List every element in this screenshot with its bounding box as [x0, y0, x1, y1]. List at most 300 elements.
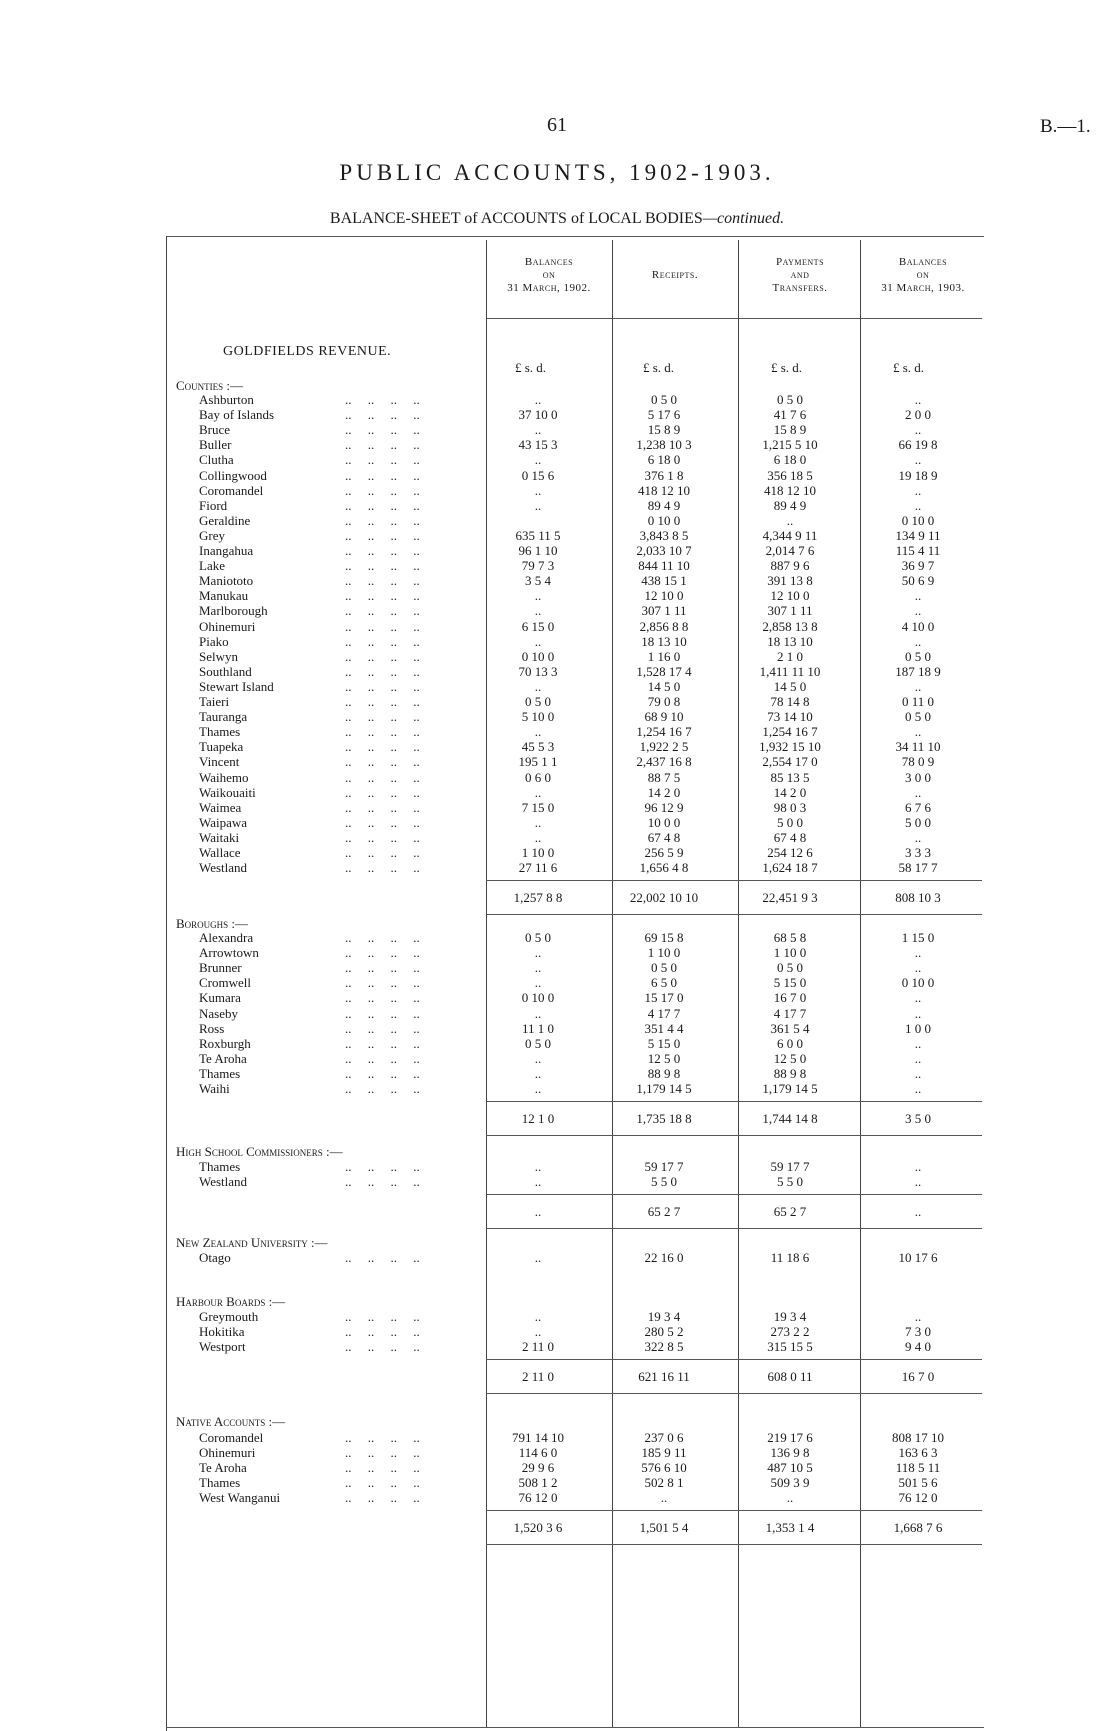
- cell-value: 1 0 0: [905, 1020, 931, 1036]
- table-row: [0, 1036, 1114, 1051]
- leader-dots: .. .. .. ..: [345, 543, 420, 558]
- row-name: Waimea: [199, 799, 242, 815]
- table-row: [0, 724, 1114, 739]
- leader-dots: .. .. .. ..: [345, 814, 420, 830]
- cell-value: 351 4 4: [644, 1020, 684, 1036]
- cell-value: 2 11 0: [521, 1339, 555, 1355]
- total-value: 808 10 3: [895, 890, 941, 906]
- group-title: Counties :—: [176, 378, 244, 393]
- cell-value: 96 1 10: [518, 543, 558, 558]
- cell-value: 0 10 0: [521, 648, 555, 664]
- cell-value: ..: [914, 422, 922, 438]
- total-value: 608 0 11: [767, 1369, 813, 1385]
- group-header-row: [0, 378, 1114, 393]
- total-value: 2 11 0: [521, 1369, 555, 1385]
- cell-value: 118 5 11: [895, 1460, 941, 1476]
- cell-value: ..: [534, 814, 542, 830]
- table-row: [0, 930, 1114, 945]
- cell-value: 79 0 8: [647, 694, 681, 709]
- table-row: [0, 830, 1114, 845]
- row-name: Inangahua: [199, 543, 254, 558]
- table-row: [0, 437, 1114, 452]
- row-name: Selwyn: [199, 648, 238, 664]
- cell-value: 635 11 5: [515, 527, 561, 543]
- leader-dots: .. .. .. ..: [345, 975, 420, 991]
- cell-value: 7 3 0: [905, 1324, 931, 1340]
- cell-value: 3 0 0: [905, 769, 931, 785]
- cell-value: 59 17 7: [770, 1159, 810, 1174]
- row-name: Greymouth: [199, 1309, 259, 1324]
- cell-value: 0 6 0: [525, 769, 551, 785]
- cell-value: 14 5 0: [773, 678, 807, 694]
- cell-value: 418 12 10: [638, 482, 690, 498]
- cell-value: 4,344 9 11: [762, 527, 818, 543]
- cell-value: ..: [914, 497, 922, 513]
- cell-value: 67 4 8: [647, 829, 681, 845]
- cell-value: ..: [534, 829, 542, 845]
- leader-dots: .. .. .. ..: [345, 1081, 420, 1096]
- cell-value: 1,179 14 5: [762, 1081, 818, 1096]
- cell-value: ..: [534, 1050, 542, 1066]
- cell-value: ..: [914, 678, 922, 694]
- cell-value: ..: [534, 975, 542, 991]
- cell-value: 6 15 0: [521, 618, 555, 634]
- table-row: [0, 860, 1114, 875]
- cell-value: 89 4 9: [773, 497, 807, 513]
- cell-value: 58 17 7: [898, 860, 938, 876]
- total-value: 1,501 5 4: [639, 1520, 689, 1536]
- cell-value: 0 5 0: [777, 960, 803, 976]
- cell-value: 5 15 0: [773, 975, 807, 991]
- cell-value: ..: [534, 1005, 542, 1021]
- row-name: Westland: [199, 860, 248, 876]
- leader-dots: .. .. .. ..: [345, 739, 420, 755]
- row-name: Te Aroha: [199, 1460, 247, 1476]
- total-value: 1,668 7 6: [893, 1520, 943, 1536]
- subtotal-rule-bottom: [486, 1544, 982, 1545]
- row-name: Te Aroha: [199, 1050, 247, 1066]
- total-row: [0, 1111, 1114, 1126]
- leader-dots: .. .. .. ..: [345, 930, 420, 945]
- col0-line1: Balances: [524, 256, 574, 268]
- total-value: 1,520 3 6: [513, 1520, 563, 1536]
- table-row: [0, 483, 1114, 498]
- subtotal-rule-bottom: [486, 1135, 982, 1136]
- row-name: Westland: [199, 1174, 248, 1190]
- col0-line2: on: [542, 269, 556, 281]
- cell-value: 115 4 11: [895, 543, 941, 558]
- row-name: Arrowtown: [199, 945, 259, 961]
- row-name: Hokitika: [199, 1324, 245, 1340]
- cell-value: 1 10 0: [773, 945, 807, 961]
- cell-value: ..: [914, 1159, 922, 1174]
- table-row: [0, 649, 1114, 664]
- cell-value: 22 16 0: [644, 1250, 684, 1265]
- group-header-row: [0, 1294, 1114, 1309]
- cell-value: 5 0 0: [905, 814, 931, 830]
- cell-value: 3,843 8 5: [639, 527, 689, 543]
- table-row: [0, 945, 1114, 960]
- cell-value: 10 17 6: [898, 1250, 938, 1265]
- row-name: Ohinemuri: [199, 1445, 256, 1461]
- total-row: [0, 890, 1114, 905]
- leader-dots: .. .. .. ..: [345, 1324, 420, 1340]
- total-value: 1,735 18 8: [636, 1111, 692, 1126]
- col1-line1: Receipts.: [651, 269, 699, 281]
- leader-dots: .. .. .. ..: [345, 678, 420, 694]
- row-name: Maniototo: [199, 573, 254, 589]
- leader-dots: .. .. .. ..: [345, 754, 420, 770]
- cell-value: 34 11 10: [895, 739, 941, 755]
- unit-header-col1: £ s. d.: [643, 360, 675, 375]
- row-name: Kumara: [199, 990, 241, 1006]
- row-name: Otago: [199, 1250, 231, 1265]
- cell-value: 808 17 10: [892, 1430, 944, 1445]
- table-row: [0, 1490, 1114, 1505]
- cell-value: 418 12 10: [764, 482, 816, 498]
- cell-value: 16 7 0: [773, 990, 807, 1006]
- cell-value: ..: [914, 603, 922, 619]
- cell-value: 1,215 5 10: [762, 437, 818, 453]
- cell-value: 12 10 0: [644, 588, 684, 604]
- table-row: [0, 1309, 1114, 1324]
- leader-dots: .. .. .. ..: [345, 724, 420, 740]
- cell-value: 15 17 0: [644, 990, 684, 1006]
- cell-value: 487 10 5: [767, 1460, 813, 1476]
- row-name: Collingwood: [199, 467, 267, 483]
- cell-value: 29 9 6: [521, 1460, 555, 1476]
- leader-dots: .. .. .. ..: [345, 845, 420, 860]
- cell-value: 0 5 0: [525, 930, 551, 945]
- table-row: [0, 815, 1114, 830]
- total-value: 621 16 11: [638, 1369, 690, 1385]
- page-number: 61: [547, 114, 567, 136]
- table-row: [0, 785, 1114, 800]
- total-row: [0, 1369, 1114, 1384]
- row-name: Vincent: [199, 754, 240, 770]
- cell-value: 2 1 0: [777, 648, 803, 664]
- group-title: Native Accounts :—: [176, 1414, 286, 1429]
- cell-value: 15 8 9: [773, 422, 807, 438]
- cell-value: 14 2 0: [647, 784, 681, 800]
- table-row: [0, 1066, 1114, 1081]
- cell-value: 0 15 6: [521, 467, 555, 483]
- row-name: Waikouaiti: [199, 784, 256, 800]
- col0-line3: 31 March, 1902.: [507, 282, 591, 294]
- cell-value: 11 1 0: [521, 1020, 555, 1036]
- col3-line2: on: [916, 269, 930, 281]
- col3-line3: 31 March, 1903.: [881, 282, 965, 294]
- cell-value: 114 6 0: [518, 1445, 558, 1461]
- row-name: West Wanganui: [199, 1490, 281, 1506]
- total-value: 1,353 1 4: [765, 1520, 815, 1536]
- cell-value: ..: [534, 960, 542, 976]
- row-name: Waihi: [199, 1081, 230, 1096]
- cell-value: 69 15 8: [644, 930, 684, 945]
- cell-value: 0 5 0: [651, 392, 677, 407]
- table-row: [0, 739, 1114, 754]
- cell-value: 15 8 9: [647, 422, 681, 438]
- cell-value: 6 18 0: [647, 452, 681, 468]
- cell-value: 7 15 0: [521, 799, 555, 815]
- cell-value: 185 9 11: [641, 1445, 687, 1461]
- table-row: [0, 634, 1114, 649]
- cell-value: 5 5 0: [777, 1174, 803, 1190]
- cell-value: 438 15 1: [641, 573, 687, 589]
- row-name: Ohinemuri: [199, 618, 256, 634]
- col2-line2: and: [790, 269, 810, 281]
- cell-value: 0 10 0: [521, 990, 555, 1006]
- leader-dots: .. .. .. ..: [345, 769, 420, 785]
- cell-value: 73 14 10: [767, 709, 813, 725]
- cell-value: 5 5 0: [651, 1174, 677, 1190]
- subtotal-rule-bottom: [486, 1393, 982, 1394]
- table-row: [0, 694, 1114, 709]
- table-row: [0, 1021, 1114, 1036]
- cell-value: 2,554 17 0: [762, 754, 818, 770]
- group-title: High School Commissioners :—: [176, 1144, 343, 1159]
- cell-value: 5 0 0: [777, 814, 803, 830]
- cell-value: 1,238 10 3: [636, 437, 692, 453]
- cell-value: 0 5 0: [905, 648, 931, 664]
- cell-value: 19 3 4: [647, 1309, 681, 1324]
- subtitle-continued: —continued.: [702, 210, 785, 227]
- leader-dots: .. .. .. ..: [345, 1460, 420, 1476]
- section-title: GOLDFIELDS REVENUE.: [223, 344, 392, 359]
- leader-dots: .. .. .. ..: [345, 1174, 420, 1190]
- leader-dots: .. .. .. ..: [345, 437, 420, 453]
- leader-dots: .. .. .. ..: [345, 497, 420, 513]
- cell-value: ..: [914, 1081, 922, 1096]
- cell-value: 1,411 11 10: [759, 663, 821, 679]
- total-row: [0, 1204, 1114, 1219]
- leader-dots: .. .. .. ..: [345, 1005, 420, 1021]
- cell-value: 19 3 4: [773, 1309, 807, 1324]
- cell-value: 12 5 0: [773, 1050, 807, 1066]
- table-row: [0, 845, 1114, 860]
- table-row: [0, 498, 1114, 513]
- cell-value: 6 18 0: [773, 452, 807, 468]
- row-name: Stewart Island: [199, 678, 274, 694]
- row-name: Wallace: [199, 845, 241, 860]
- leader-dots: .. .. .. ..: [345, 860, 420, 876]
- table-row: [0, 1430, 1114, 1445]
- cell-value: ..: [534, 497, 542, 513]
- cell-value: 59 17 7: [644, 1159, 684, 1174]
- table-row: [0, 679, 1114, 694]
- group-title: New Zealand University :—: [176, 1235, 328, 1250]
- table-row: [0, 1339, 1114, 1354]
- total-value: 65 2 7: [773, 1204, 807, 1220]
- row-name: Alexandra: [199, 930, 254, 945]
- table-row: [0, 1159, 1114, 1174]
- cell-value: 508 1 2: [518, 1475, 558, 1491]
- cell-value: 43 15 3: [518, 437, 558, 453]
- cell-value: ..: [914, 945, 922, 961]
- table-row: [0, 960, 1114, 975]
- page-code: B.—1.: [1040, 116, 1091, 137]
- cell-value: 791 14 10: [512, 1430, 564, 1445]
- leader-dots: .. .. .. ..: [345, 452, 420, 468]
- group-title: Harbour Boards :—: [176, 1294, 286, 1309]
- cell-value: 89 4 9: [647, 497, 681, 513]
- cell-value: ..: [914, 1035, 922, 1051]
- row-name: Roxburgh: [199, 1035, 251, 1051]
- cell-value: 219 17 6: [767, 1430, 813, 1445]
- cell-value: 576 6 10: [641, 1460, 687, 1476]
- total-value: 22,002 10 10: [629, 890, 699, 906]
- leader-dots: .. .. .. ..: [345, 618, 420, 634]
- leader-dots: .. .. .. ..: [345, 990, 420, 1006]
- subtitle-main: BALANCE-SHEET of ACCOUNTS of LOCAL BODIES: [329, 210, 703, 227]
- page-title: PUBLIC ACCOUNTS, 1902-1903.: [339, 160, 775, 185]
- cell-value: 41 7 6: [773, 407, 807, 423]
- leader-dots: .. .. .. ..: [345, 1430, 420, 1445]
- table-row: [0, 1460, 1114, 1475]
- subtotal-rule: [486, 1359, 982, 1360]
- cell-value: 14 5 0: [647, 678, 681, 694]
- row-name: Brunner: [199, 960, 242, 976]
- cell-value: 78 14 8: [770, 694, 810, 709]
- row-name: Westport: [199, 1339, 246, 1355]
- cell-value: 509 3 9: [770, 1475, 810, 1491]
- cell-value: 307 1 11: [767, 603, 813, 619]
- cell-value: ..: [534, 678, 542, 694]
- cell-value: 0 5 0: [777, 392, 803, 407]
- cell-value: 0 10 0: [647, 512, 681, 528]
- leader-dots: .. .. .. ..: [345, 467, 420, 483]
- total-value: 22,451 9 3: [762, 890, 818, 906]
- cell-value: 98 0 3: [773, 799, 807, 815]
- total-value: 1,257 8 8: [513, 890, 563, 906]
- cell-value: 844 11 10: [638, 558, 690, 574]
- table-row: [0, 1081, 1114, 1096]
- cell-value: 307 1 11: [641, 603, 687, 619]
- table-row: [0, 1051, 1114, 1066]
- cell-value: ..: [534, 784, 542, 800]
- leader-dots: .. .. .. ..: [345, 784, 420, 800]
- cell-value: 70 13 3: [518, 663, 558, 679]
- col2-line3: Transfers.: [772, 282, 828, 294]
- leader-dots: .. .. .. ..: [345, 603, 420, 619]
- cell-value: 1,932 15 10: [759, 739, 821, 755]
- cell-value: 76 12 0: [518, 1490, 558, 1506]
- row-name: Buller: [199, 437, 232, 453]
- cell-value: ..: [914, 960, 922, 976]
- leader-dots: .. .. .. ..: [345, 392, 420, 407]
- cell-value: 67 4 8: [773, 829, 807, 845]
- table-row: [0, 990, 1114, 1005]
- cell-value: 1,528 17 4: [636, 663, 692, 679]
- cell-value: 502 8 1: [644, 1475, 684, 1491]
- table-row: [0, 513, 1114, 528]
- total-value: 3 5 0: [905, 1111, 931, 1126]
- cell-value: 12 10 0: [770, 588, 810, 604]
- cell-value: 1 15 0: [901, 930, 935, 945]
- row-name: Coromandel: [199, 482, 264, 498]
- cell-value: ..: [914, 1174, 922, 1190]
- row-name: Thames: [199, 1475, 241, 1491]
- cell-value: 66 19 8: [898, 437, 938, 453]
- cell-value: 1,624 18 7: [762, 860, 818, 876]
- row-name: Bruce: [199, 422, 231, 438]
- group-header-row: [0, 1144, 1114, 1159]
- cell-value: ..: [534, 482, 542, 498]
- cell-value: ..: [534, 422, 542, 438]
- total-value: 16 7 0: [901, 1369, 935, 1385]
- cell-value: 315 15 5: [767, 1339, 813, 1355]
- unit-header-col2: £ s. d.: [771, 360, 803, 375]
- cell-value: 78 0 9: [901, 754, 935, 770]
- cell-value: ..: [914, 1065, 922, 1081]
- unit-header-col0: £ s. d.: [515, 360, 547, 375]
- total-value: ..: [534, 1204, 542, 1220]
- table-row: [0, 452, 1114, 467]
- leader-dots: .. .. .. ..: [345, 945, 420, 961]
- cell-value: 18 13 10: [767, 633, 813, 649]
- cell-value: 356 18 5: [767, 467, 813, 483]
- row-name: Ross: [199, 1020, 225, 1036]
- group-header-row: [0, 1414, 1114, 1429]
- table-row: [0, 975, 1114, 990]
- cell-value: 3 3 3: [905, 845, 931, 860]
- row-name: Clutha: [199, 452, 234, 468]
- cell-value: 0 5 0: [525, 1035, 551, 1051]
- cell-value: 187 18 9: [895, 663, 941, 679]
- cell-value: 887 9 6: [770, 558, 810, 574]
- cell-value: 1 10 0: [647, 945, 681, 961]
- subtotal-rule-bottom: [486, 1228, 982, 1229]
- leader-dots: .. .. .. ..: [345, 558, 420, 574]
- subtotal-rule-bottom: [486, 914, 982, 915]
- table-row: [0, 1250, 1114, 1265]
- leader-dots: .. .. .. ..: [345, 1065, 420, 1081]
- cell-value: 195 1 1: [518, 754, 558, 770]
- row-name: Grey: [199, 527, 225, 543]
- leader-dots: .. .. .. ..: [345, 1475, 420, 1491]
- cell-value: 2,858 13 8: [762, 618, 818, 634]
- cell-value: 376 1 8: [644, 467, 684, 483]
- cell-value: 96 12 9: [644, 799, 684, 815]
- leader-dots: .. .. .. ..: [345, 407, 420, 423]
- row-name: Tuapeka: [199, 739, 244, 755]
- cell-value: 0 5 0: [905, 709, 931, 725]
- cell-value: ..: [914, 829, 922, 845]
- cell-value: 9 4 0: [905, 1339, 931, 1355]
- cell-value: 4 17 7: [773, 1005, 807, 1021]
- leader-dots: .. .. .. ..: [345, 1020, 420, 1036]
- cell-value: 1,922 2 5: [639, 739, 689, 755]
- cell-value: 45 5 3: [521, 739, 555, 755]
- cell-value: 2,856 8 8: [639, 618, 689, 634]
- cell-value: 0 5 0: [651, 960, 677, 976]
- cell-value: ..: [534, 1174, 542, 1190]
- leader-dots: .. .. .. ..: [345, 1309, 420, 1324]
- cell-value: ..: [914, 452, 922, 468]
- cell-value: 322 8 5: [644, 1339, 684, 1355]
- cell-value: ..: [534, 1250, 542, 1265]
- cell-value: 14 2 0: [773, 784, 807, 800]
- table-row: [0, 1006, 1114, 1021]
- cell-value: 2 0 0: [905, 407, 931, 423]
- table-row: [0, 573, 1114, 588]
- cell-value: 10 0 0: [647, 814, 681, 830]
- table-row: [0, 1445, 1114, 1460]
- cell-value: 6 5 0: [651, 975, 677, 991]
- row-name: Cromwell: [199, 975, 251, 991]
- cell-value: ..: [914, 588, 922, 604]
- table-bottom-rule: [166, 1727, 984, 1728]
